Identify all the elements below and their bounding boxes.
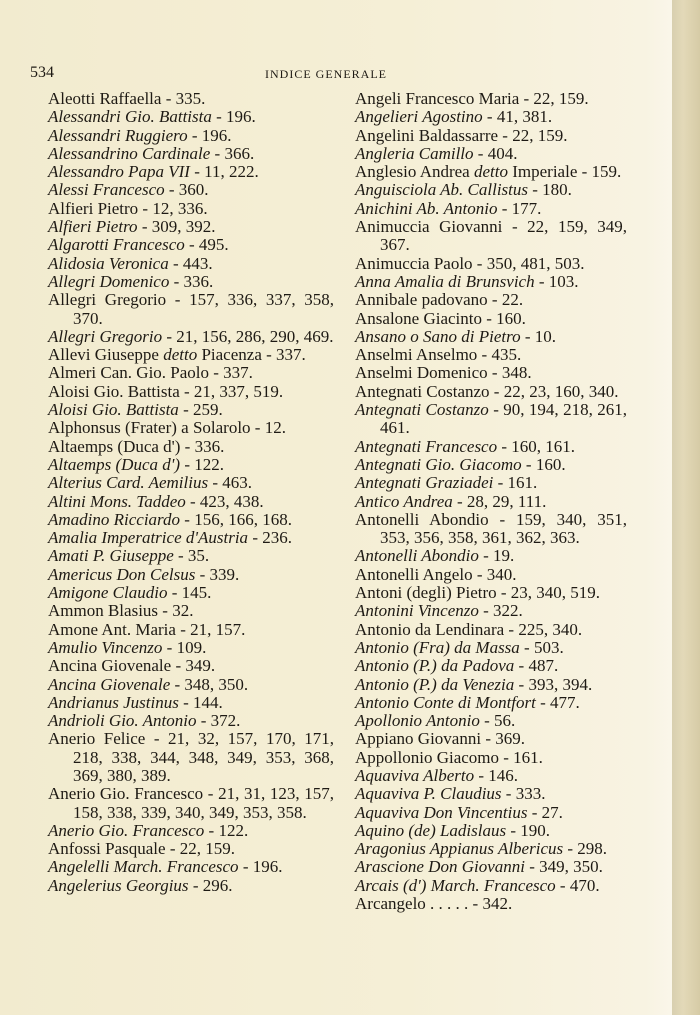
entry-text: Allevi Giuseppe — [48, 345, 164, 365]
index-entry — [355, 804, 627, 822]
entry-text: - 19. — [478, 546, 515, 566]
index-entry — [48, 639, 334, 657]
entry-text: Alfieri Pietro - 12, 336. — [48, 198, 208, 218]
index-entry — [355, 328, 627, 346]
entry-text: Anselmi Anselmo - 435. — [355, 345, 522, 365]
entry-text: - 122. — [180, 454, 224, 474]
entry-text: - 366. — [210, 143, 255, 163]
index-entry — [48, 584, 334, 602]
entry-text-italic: Allegri Domenico — [48, 271, 170, 291]
entry-text: - 259. — [178, 400, 223, 420]
entry-text: Ansalone Giacinto - 160. — [355, 308, 526, 328]
index-entry — [48, 419, 334, 437]
page-number: 534 — [30, 64, 54, 81]
entry-text-italic: Antonio Conte di Montfort — [355, 692, 536, 712]
index-entry — [48, 511, 334, 529]
entry-text: Allegri Gregorio - 157, 336, 337, 358, 370. — [48, 290, 334, 328]
index-entry — [48, 218, 334, 236]
entry-text-italic: Arascione Don Giovanni — [355, 857, 525, 877]
entry-text: - 349, 350. — [524, 857, 603, 877]
entry-text: - 196. — [238, 857, 283, 877]
entry-text: - 146. — [474, 765, 519, 785]
entry-text: Antegnati Costanzo - 22, 23, 160, 340. — [355, 381, 619, 401]
entry-text-italic: Antico Andrea — [355, 491, 453, 511]
index-entry — [48, 236, 334, 254]
index-entry — [48, 621, 334, 639]
entry-text-italic: Americus Don Celsus — [48, 564, 196, 584]
entry-text-italic: Alessandrino Cardinale — [48, 143, 211, 163]
entry-text: Appiano Giovanni - 369. — [355, 729, 525, 749]
entry-text: - 360. — [164, 180, 209, 200]
index-entry — [355, 676, 627, 694]
index-entry — [355, 767, 627, 785]
index-entry — [48, 90, 334, 108]
index-entry — [355, 364, 627, 382]
entry-text: - 236. — [248, 528, 292, 548]
entry-text: Antonelli Angelo - 340. — [355, 564, 517, 584]
entry-text: - 196. — [211, 107, 256, 127]
entry-text-italic: Antegnati Francesco — [355, 436, 498, 456]
index-entry — [355, 621, 627, 639]
entry-text: - 144. — [178, 692, 223, 712]
entry-text: Animuccia Giovanni - 22, 159, 349, 367. — [355, 217, 627, 255]
entry-text-italic: Alterius Card. Aemilius — [48, 473, 209, 493]
index-entry — [355, 474, 627, 492]
entry-text: - 393, 394. — [514, 674, 593, 694]
entry-text: Anerio Gio. Francesco - 21, 31, 123, 157, 158, 338, 339, 340, 349, 353, 358. — [48, 784, 334, 822]
entry-text: - 160. — [521, 454, 566, 474]
entry-text-italic: Allegri Gregorio — [48, 326, 163, 346]
entry-text-italic: Antonio (Fra) da Massa — [355, 637, 520, 657]
entry-text: - 27. — [527, 802, 563, 822]
index-entry — [355, 145, 627, 163]
entry-text-italic: Aquaviva Don Vincentius — [355, 802, 528, 822]
entry-text: Arcangelo . . . . . - 342. — [355, 894, 513, 914]
index-entry — [355, 730, 627, 748]
entry-text-italic: Antonio (P.) da Venezia — [355, 674, 515, 694]
entry-text: Annibale padovano - 22. — [355, 290, 524, 310]
entry-text: Altaemps (Duca d') - 336. — [48, 436, 225, 456]
entry-text-italic: Ansano o Sano di Pietro — [355, 326, 521, 346]
index-column-left — [48, 90, 334, 895]
entry-text: Antonelli Abondio - 159, 340, 351, 353, 356, 358, 361, 362, 363. — [355, 509, 627, 548]
entry-text: Aleotti Raffaella — [48, 89, 162, 108]
entry-text: - 296. — [188, 875, 233, 895]
index-entry — [48, 877, 334, 895]
index-entry — [48, 328, 334, 346]
entry-text: Anselmi Domenico - 348. — [355, 363, 532, 383]
index-entry — [48, 383, 334, 401]
entry-text: Antonio da Lendinara - 225, 340. — [355, 619, 583, 639]
entry-text: - 21, 156, 286, 290, 469. — [162, 326, 334, 346]
entry-text-italic: Antegnati Gio. Giacomo — [355, 454, 522, 474]
entry-text-italic: Altini Mons. Taddeo — [48, 491, 186, 511]
index-entry — [355, 127, 627, 145]
index-entry — [48, 566, 334, 584]
entry-text-italic: Antonelli Abondio — [355, 546, 479, 566]
entry-text-italic: Alessandro Papa VII — [48, 162, 190, 182]
entry-text-italic: Antegnati Graziadei — [355, 473, 494, 493]
entry-text: - 180. — [528, 180, 572, 200]
entry-text: Ammon Blasius - 32. — [48, 601, 194, 621]
entry-text: Ancina Giovenale - 349. — [48, 656, 216, 676]
index-entry — [355, 840, 627, 858]
index-entry — [355, 858, 627, 876]
entry-text-italic: Altaemps (Duca d') — [48, 454, 181, 474]
entry-text: - 348, 350. — [170, 674, 249, 694]
entry-text-italic: Andrianus Justinus — [48, 692, 179, 712]
entry-text: - 109. — [162, 637, 207, 657]
entry-text: - 196. — [187, 125, 232, 145]
entry-text-italic: Antonio (P.) da Padova — [355, 656, 515, 676]
entry-text: - 35. — [173, 546, 210, 566]
entry-text-italic: Andrioli Gio. Antonio — [48, 711, 197, 731]
index-entry — [355, 584, 627, 602]
index-entry — [48, 456, 334, 474]
entry-text-italic: Apollonio Antonio — [355, 711, 480, 731]
entry-text-italic: Aquaviva Alberto — [355, 765, 475, 785]
entry-text: - 10. — [520, 326, 557, 346]
entry-text: - 487. — [514, 656, 559, 676]
entry-text-italic: Amigone Claudio — [48, 583, 168, 603]
entry-text-italic: Alessandri Ruggiero — [48, 125, 188, 145]
index-entry — [48, 676, 334, 694]
entry-text-italic: Angelieri Agostino — [355, 107, 483, 127]
entry-text: Almeri Can. Gio. Paolo - 337. — [48, 363, 253, 383]
index-entry — [48, 858, 334, 876]
entry-text-italic: Algarotti Francesco — [48, 235, 185, 255]
entry-text: Piacenza - 337. — [197, 345, 306, 365]
entry-text-italic: Amati P. Giuseppe — [48, 546, 174, 566]
index-entry — [355, 163, 627, 181]
entry-text-italic: Anerio Gio. Francesco — [48, 820, 205, 840]
index-entry — [48, 730, 334, 785]
entry-text: Aloisi Gio. Battista - 21, 337, 519. — [48, 381, 284, 401]
index-entry — [48, 401, 334, 419]
index-entry — [355, 712, 627, 730]
entry-text-italic: detto — [473, 162, 508, 182]
entry-text-italic: Antonini Vincenzo — [355, 601, 479, 621]
entry-text: Amone Ant. Maria - 21, 157. — [48, 619, 246, 639]
index-entry — [48, 273, 334, 291]
index-entry — [48, 493, 334, 511]
entry-text-italic: Antegnati Costanzo — [355, 400, 489, 420]
index-entry — [355, 877, 627, 895]
index-entry — [355, 895, 627, 913]
index-entry — [355, 785, 627, 803]
entry-text: Angelini Baldassarre - 22, 159. — [355, 125, 568, 145]
index-entry — [355, 383, 627, 401]
entry-text-italic: Anna Amalia di Brunsvich — [355, 271, 535, 291]
entry-text: - 333. — [501, 784, 546, 804]
index-entry — [355, 657, 627, 675]
entry-text: - 161. — [493, 473, 538, 493]
entry-text-italic: Amadino Ricciardo — [48, 509, 181, 529]
index-entry — [355, 566, 627, 584]
entry-text: Animuccia Paolo - 350, 481, 503. — [355, 253, 585, 273]
entry-text: - 423, 438. — [185, 491, 264, 511]
entry-text: Appollonio Giacomo - 161. — [355, 747, 543, 767]
index-entry — [355, 310, 627, 328]
index-entry — [355, 401, 627, 438]
index-entry — [355, 694, 627, 712]
index-entry — [48, 529, 334, 547]
running-title: INDICE GENERALE — [265, 67, 387, 81]
entry-text-italic: Anguisciola Ab. Callistus — [355, 180, 529, 200]
entry-text: - 335. — [161, 89, 206, 108]
entry-text-italic: Aquino (de) Ladislaus — [355, 820, 507, 840]
entry-text: - 160, 161. — [497, 436, 576, 456]
entry-text: - 90, 194, 218, 261, 461. — [380, 400, 627, 438]
entry-text: - 322. — [478, 601, 523, 621]
index-column-right — [355, 90, 627, 913]
entry-text-italic: Angleria Camillo — [355, 143, 474, 163]
entry-text: Anfossi Pasquale - 22, 159. — [48, 839, 235, 859]
entry-text-italic: Alfieri Pietro — [48, 217, 138, 237]
index-entry — [355, 255, 627, 273]
index-entry — [48, 474, 334, 492]
index-entry — [48, 127, 334, 145]
entry-text: - 463. — [208, 473, 253, 493]
index-entry — [48, 255, 334, 273]
index-entry — [355, 511, 627, 548]
index-entry — [48, 291, 334, 328]
entry-text: - 156, 166, 168. — [180, 509, 292, 529]
index-entry — [48, 108, 334, 126]
index-entry — [355, 822, 627, 840]
entry-text: - 503. — [519, 637, 564, 657]
index-entry — [355, 749, 627, 767]
index-entry — [48, 822, 334, 840]
entry-text-italic: Aragonius Appianus Albericus — [355, 839, 564, 859]
index-entry — [48, 712, 334, 730]
entry-text: - 336. — [169, 271, 214, 291]
index-entry — [355, 218, 627, 255]
entry-text-italic: Ancina Giovenale — [48, 674, 171, 694]
index-entry — [48, 346, 334, 364]
index-entry — [355, 456, 627, 474]
entry-text: - 470. — [555, 875, 600, 895]
entry-text-italic: Anichini Ab. Antonio — [355, 198, 498, 218]
entry-text: - 56. — [479, 711, 516, 731]
index-entry — [48, 145, 334, 163]
entry-text: - 477. — [535, 692, 580, 712]
entry-text: Antoni (degli) Pietro - 23, 340, 519. — [355, 583, 601, 603]
entry-text-italic: Alessi Francesco — [48, 180, 165, 200]
index-entry — [355, 493, 627, 511]
entry-text-italic: Angelerius Georgius — [48, 875, 189, 895]
index-entry — [355, 547, 627, 565]
index-entry — [48, 364, 334, 382]
entry-text-italic: Aloisi Gio. Battista — [48, 400, 179, 420]
entry-text: - 145. — [167, 583, 212, 603]
index-entry — [48, 547, 334, 565]
entry-text-italic: Arcais (d') March. Francesco — [355, 875, 556, 895]
entry-text: - 122. — [204, 820, 249, 840]
index-entry — [48, 181, 334, 199]
entry-text-italic: Amulio Vincenzo — [48, 637, 163, 657]
entry-text: - 404. — [473, 143, 518, 163]
page-edge — [672, 0, 700, 1015]
index-entry — [355, 291, 627, 309]
index-entry — [355, 438, 627, 456]
entry-text: Anerio Felice - 21, 32, 157, 170, 171, 218, 338, 344, 348, 349, 353, 368, 369, 380, 389. — [48, 729, 334, 785]
entry-text-italic: detto — [163, 345, 198, 365]
entry-text: - 339. — [195, 564, 240, 584]
index-entry — [48, 840, 334, 858]
index-entry — [355, 602, 627, 620]
index-entry — [48, 200, 334, 218]
entry-text: - 177. — [497, 198, 542, 218]
index-entry — [48, 657, 334, 675]
index-entry — [355, 108, 627, 126]
entry-text: - 190. — [506, 820, 551, 840]
entry-text-italic: Alidosia Veronica — [48, 253, 169, 273]
index-entry — [355, 639, 627, 657]
index-entry — [355, 273, 627, 291]
index-entry — [355, 346, 627, 364]
index-entry — [355, 181, 627, 199]
entry-text: - 309, 392. — [137, 217, 216, 237]
entry-text: - 28, 29, 111. — [452, 491, 547, 511]
entry-text: - 103. — [534, 271, 579, 291]
index-entry — [48, 602, 334, 620]
index-entry — [48, 694, 334, 712]
index-entry — [48, 163, 334, 181]
entry-text-italic: Alessandri Gio. Battista — [48, 107, 212, 127]
entry-text: - 41, 381. — [482, 107, 553, 127]
entry-text: Anglesio Andrea — [355, 162, 474, 182]
entry-text: - 443. — [168, 253, 213, 273]
entry-text: Alphonsus (Frater) a Solarolo - 12. — [48, 418, 286, 438]
entry-text-italic: Angelelli March. Francesco — [48, 857, 239, 877]
index-entry — [48, 785, 334, 822]
entry-text-italic: Amalia Imperatrice d'Austria — [48, 528, 249, 548]
index-entry — [355, 90, 627, 108]
entry-text: - 11, 222. — [189, 162, 259, 182]
entry-text: - 495. — [184, 235, 229, 255]
entry-text-italic: Aquaviva P. Claudius — [355, 784, 502, 804]
entry-text: Angeli Francesco Maria - 22, 159. — [355, 89, 589, 108]
entry-text: Imperiale - 159. — [507, 162, 622, 182]
index-entry — [355, 200, 627, 218]
index-entry — [48, 438, 334, 456]
entry-text: - 298. — [563, 839, 608, 859]
entry-text: - 372. — [196, 711, 241, 731]
